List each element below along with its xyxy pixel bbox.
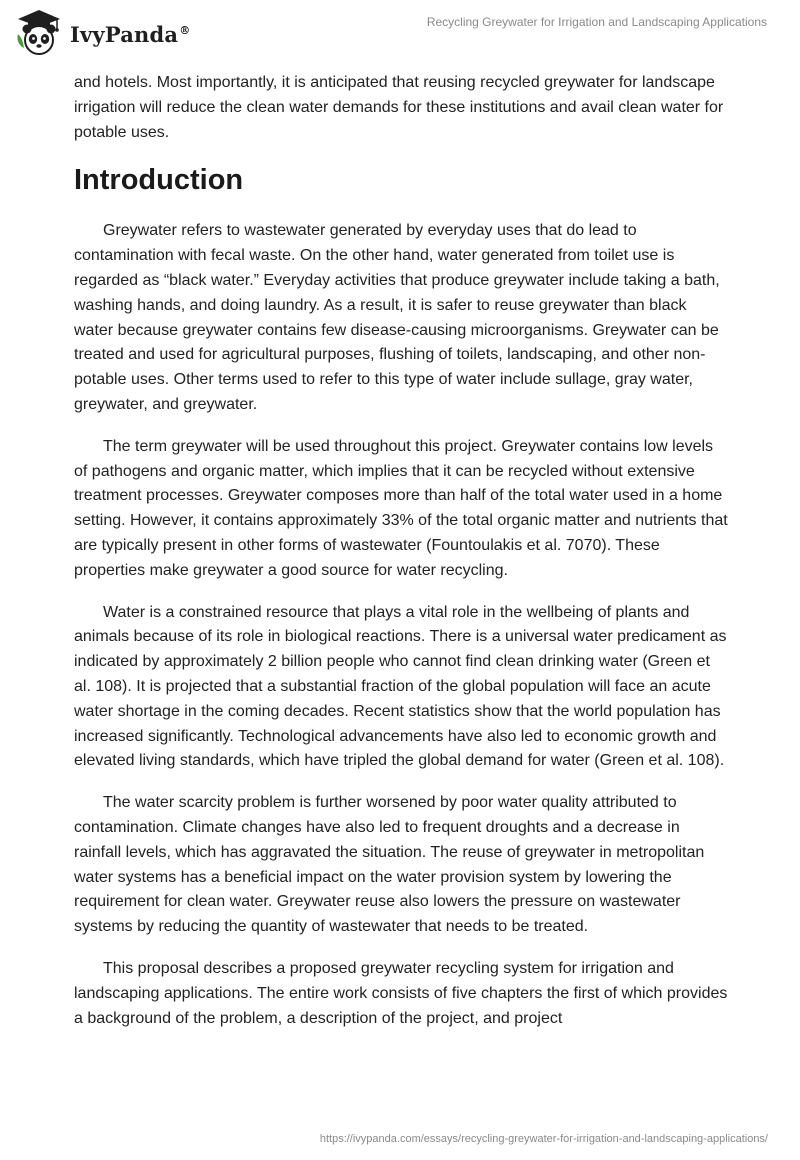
body-paragraph: The water scarcity problem is further worsened by poor water quality attributed to contamination. Climate changes have also led to frequent droughts and a decrease in rainfall levels, which has aggravated the situation. The reuse of greywater in metropolitan water systems has a beneficial impact on the water provision system by lowering the requirement for clean water. Greywater reuse also lowers the pressure on wastewater systems by reducing the quantity of wastewater that needs to be treated.: [74, 794, 705, 936]
intro-continuation-paragraph: and hotels. Most importantly, it is anticipated that reusing recycled greywater for landscape irrigation will reduce the clean water demands for these institutions and avail clean water for potable uses.: [74, 74, 724, 141]
body-paragraph: This proposal describes a proposed greywater recycling system for irrigation and landscaping applications. The entire work consists of five chapters the first of which provides a background of the problem, a description of the project, and project: [74, 959, 728, 1027]
essay-body: [74, 71, 730, 1048]
brand-logo[interactable]: [14, 8, 190, 58]
body-paragraph: The term greywater will be used throughout this project. Greywater contains low levels of pathogens and organic matter, which implies that it can be recycled without extensive treatment processes. Greywater composes more than half of the total water used in a home setting. However, it contains approximately 33% of the total organic matter and nutrients that are typically present in other forms of wastewater (Fountoulakis et al. 7070). These properties make greywater a good source for water recycling.: [74, 437, 728, 579]
body-paragraph: Greywater refers to wastewater generated by everyday uses that do lead to contamination with fecal waste. On the other hand, water generated from toilet use is regarded as “black water.” Everyday activities that produce greywater include taking a bath, washing hands, and doing laundry. As a result, it is safer to reuse greywater than black water because greywater contains few disease-causing microorganisms. Greywater can be treated and used for agricultural purposes, flushing of toilets, landscaping, and other non-potable uses. Other terms used to refer to this type of water include sullage, gray water, greywater, and greywater.: [74, 222, 720, 413]
body-paragraph: Water is a constrained resource that plays a vital role in the wellbeing of plants and animals because of its role in biological reactions. There is a universal water predicament as indicated by approximately 2 billion people who cannot find clean drinking water (Green et al. 108). It is projected that a substantial fraction of the global population will face an acute water shortage in the coming decades. Recent statistics show that the world population has increased significantly. Technological advancements have also led to economic growth and elevated living standards, which have tripled the global demand for water (Green et al. 108).: [74, 603, 727, 770]
brand-name: IvyPanda®: [70, 21, 191, 47]
source-url[interactable]: https://ivypanda.com/essays/recycling-greywater-for-irrigation-and-landscaping-applications/: [319, 1133, 768, 1145]
section-heading-introduction: Introduction: [74, 164, 244, 197]
panda-graduate-icon: [14, 8, 64, 58]
registered-mark: ®: [179, 23, 191, 37]
document-title: Recycling Greywater for Irrigation and Landscaping Applications: [426, 15, 767, 29]
page-header: [0, 0, 800, 66]
